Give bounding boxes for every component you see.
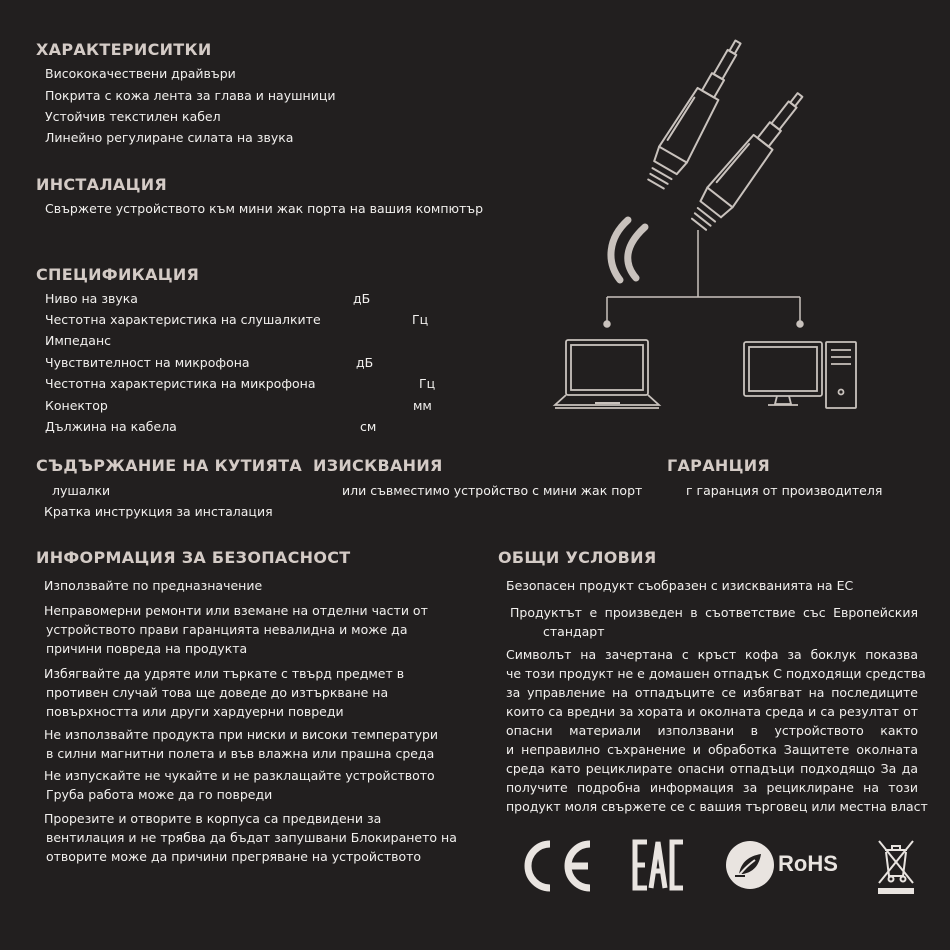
spec-unit: Гц [419,376,436,391]
warranty-title: ГАРАНЦИЯ [667,456,771,475]
general-title: ОБЩИ УСЛОВИЯ [498,548,657,567]
ce-mark-icon [520,838,595,894]
safety-line: Груба работа може да го повреди [46,787,273,802]
general-line: Продуктът е произведен в съответствие със Европейския [510,605,918,620]
spec-label: Дължина на кабела [45,419,177,434]
safety-line: устройството прави гаранцията невалидна и може да [46,622,408,637]
box-contents-title: СЪДЪРЖАНИЕ НА КУТИЯТА [36,456,303,475]
general-line: че този продукт не е домашен отпадък С подходящи средства [506,666,926,681]
weee-crossed-bin-icon [876,838,916,896]
box-item: Кратка инструкция за инсталация [44,504,273,519]
spec-unit: дБ [353,291,371,306]
specification-title: СПЕЦИФИКАЦИЯ [36,265,200,284]
safety-line: Прорезите и отворите в корпуса са предвидени за [44,811,382,826]
installation-text: Свържете устройството към мини жак порта на вашия компютър [45,201,484,216]
spec-unit: мм [413,398,432,413]
safety-line: причини повреда на продукта [46,641,248,656]
safety-line: повърхността или други хардуерни повреди [46,704,344,719]
general-line: които са вредни за хората и околната среда и са резултат от [506,704,918,719]
spec-label: Импеданс [45,333,111,348]
audio-jack-icon [642,34,752,192]
spec-label: Честотна характеристика на микрофона [45,376,316,391]
spec-label: Ниво на звука [45,291,138,306]
characteristics-title: ХАРАКТЕРИСИТКИ [36,40,212,59]
general-line: и неправилно съхранение и обработка Защитете околната [506,742,918,757]
general-line: среда като рециклирате опасни отпадъци подходящо За да [506,761,918,776]
safety-line: противен случай това ще доведе до изтъркване на [46,685,389,700]
safety-line: Неправомерни ремонти или вземане на отделни части от [44,603,428,618]
general-line: стандарт [543,624,605,639]
characteristic-item: Покрита с кожа лента за глава и наушници [45,88,336,103]
general-line: Безопасен продукт съобразен с изискванията на ЕС [506,578,854,593]
spec-unit: см [360,419,377,434]
spec-unit: дБ [356,355,374,370]
rohs-mark-icon [725,840,847,890]
characteristic-item: Линейно регулиране силата на звука [45,130,294,145]
spec-label: Конектор [45,398,108,413]
requirements-title: ИЗИСКВАНИЯ [313,456,443,475]
safety-line: Избягвайте да удряте или търкате с твърд предмет в [44,666,405,681]
general-line: опасни материали използвани в устройството както [506,723,918,738]
general-line: продукт моля свържете се с вашия търговец или местна власт [506,799,928,814]
safety-line: Използвайте по предназначение [44,578,263,593]
safety-line: Не използвайте продукта при ниски и високи температури [44,727,439,742]
general-line: за управление на отпадъците се избягват на последиците [506,685,918,700]
installation-title: ИНСТАЛАЦИЯ [36,175,168,194]
general-line: Символът на зачертана с кръст кофа за боклук показва [506,647,918,662]
desktop-computer-icon [744,342,856,408]
characteristic-item: Устойчив текстилен кабел [45,109,221,124]
rohs-label: RoHS [778,851,838,876]
safety-title: ИНФОРМАЦИЯ ЗА БЕЗОПАСНОСТ [36,548,351,567]
characteristic-item: Висококачествени драйвъри [45,66,236,81]
box-item: лушалки [52,483,111,498]
safety-line: вентилация и не трябва да бъдат запушвани Блокирането на [46,830,457,845]
spec-label: Честотна характеристика на слушалките [45,312,321,327]
general-line: получите подробна информация за рециклиране на този [506,780,918,795]
spec-label: Чувствителност на микрофона [45,355,250,370]
safety-line: в силни магнитни полета и във влажна или прашна среда [46,746,435,761]
eac-mark-icon [632,839,686,891]
requirements-text: или съвместимо устройство с мини жак порт [342,483,643,498]
warranty-text: г гаранция от производителя [686,483,883,498]
laptop-icon [555,340,659,408]
safety-line: отворите може да причини прегряване на устройството [46,849,422,864]
safety-line: Не изпускайте не чукайте и не разклащайте устройството [44,768,435,783]
spec-unit: Гц [412,312,429,327]
audio-jack-icon [686,85,812,234]
